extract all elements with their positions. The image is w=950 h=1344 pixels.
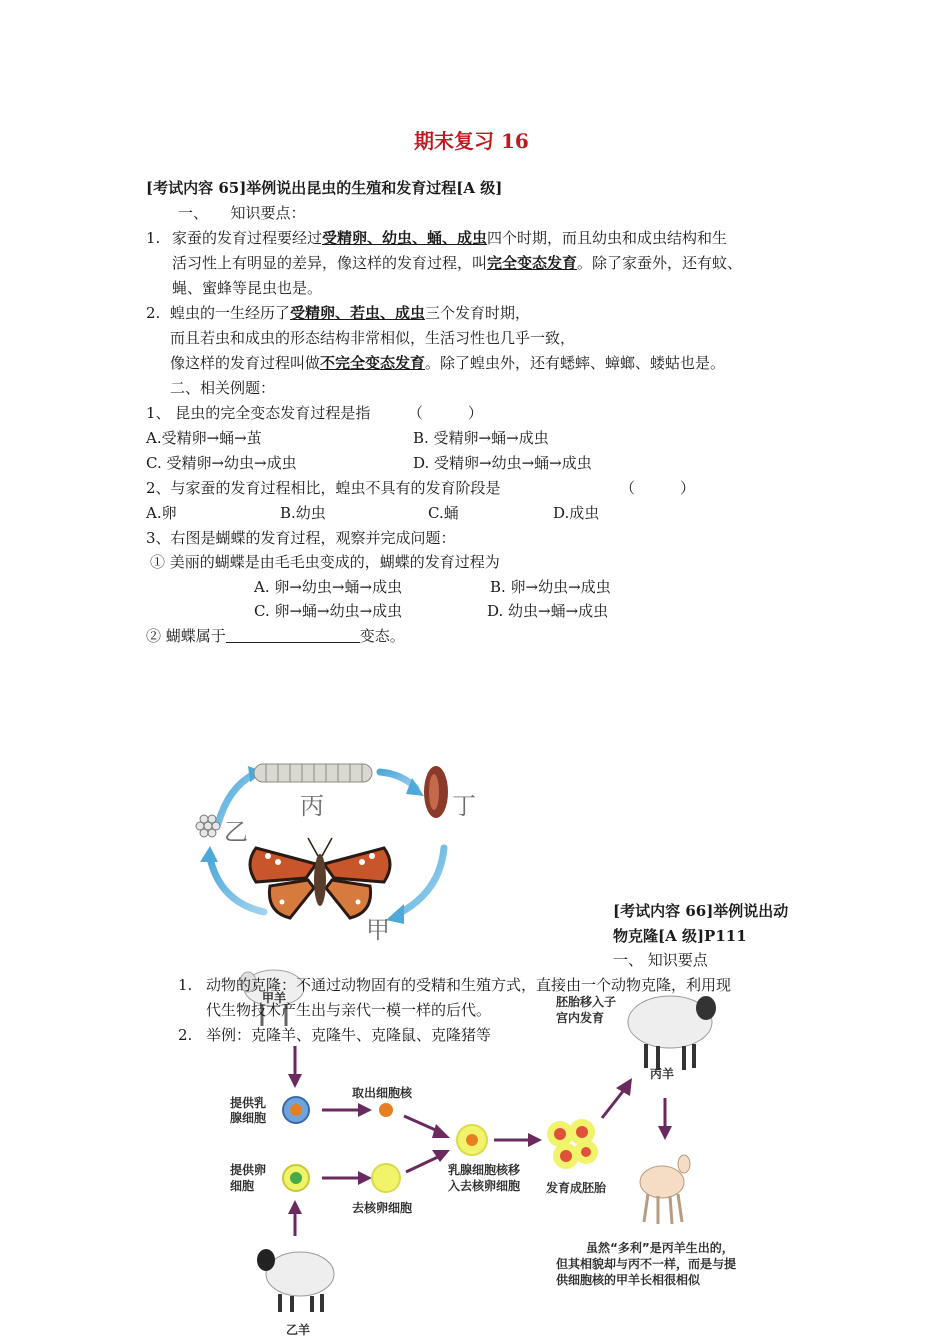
question-2-option-c: C.蛹 (428, 504, 459, 522)
point-1-line-2 (172, 253, 742, 273)
mammary-cell-icon (283, 1097, 309, 1123)
point-1-answer-stages: 受精卵、幼虫、蛹、成虫 (322, 229, 488, 247)
question-3: 3、右图是蝴蝶的发育过程，观察并完成问题： (146, 529, 456, 547)
point-2-line-3 (170, 353, 725, 373)
point-1-line-1 (172, 228, 727, 248)
implant-label-1: 胚胎移入子 (556, 995, 617, 1009)
provide-mammary-label-2: 腺细胞 (230, 1111, 267, 1125)
point-1-text-d: 。除了家蚕外，还有蚊、 (577, 254, 743, 272)
arrow-to-enucleated (322, 1171, 372, 1185)
section-66-header-line-2: 物克隆[A 级]P111 (613, 927, 747, 945)
enucleated-label: 去核卵细胞 (352, 1201, 413, 1215)
jia-sheep-label: 甲羊 (262, 991, 287, 1005)
clone-point-2-text: 举例：克隆羊、克隆牛、克隆鼠、克隆猪等 (206, 1026, 492, 1044)
question-1: 1、 昆虫的完全变态发育过程是指 （ ） (146, 404, 483, 422)
section-65-header: [考试内容 65]举例说出昆虫的生殖和发育过程[A 级] (146, 179, 503, 197)
develop-embryo-label: 发育成胚胎 (546, 1181, 607, 1195)
question-3-option-d: D. 幼虫→蛹→成虫 (487, 602, 609, 620)
eggs-icon (196, 815, 220, 837)
question-2-option-a: A.卵 (146, 504, 177, 522)
label-jia: 甲 (366, 916, 390, 944)
point-2-line-1 (170, 303, 530, 323)
pupa-icon (424, 766, 448, 818)
lamb-icon (640, 1155, 690, 1224)
question-3-option-c: C. 卵→蛹→幼虫→成虫 (254, 602, 403, 620)
point-1-text-b: 四个时期，而且幼虫和成虫结构和生 (487, 229, 728, 247)
enucleated-egg-icon (372, 1164, 400, 1192)
bing-sheep-label: 丙羊 (650, 1067, 675, 1081)
label-yi: 乙 (224, 818, 248, 846)
point-2-answer-incomplete-metamorphosis: 不完全变态发育 (320, 354, 426, 372)
point-1-text-a: 家蚕的发育过程要经过 (172, 229, 323, 247)
cycle-arrow-top-right (380, 772, 424, 796)
butterfly-life-cycle-figure (190, 752, 490, 948)
point-1-text-c: 活习性上有明显的差异，像这样的发育过程，叫 (172, 254, 488, 272)
section-66-points-heading: 一、 知识要点 (613, 951, 708, 969)
nucleus-icon (379, 1103, 393, 1117)
clone-point-1-line-1: 动物的克隆：不通过动物固有的受精和生殖方式，直接由一个动物克隆，利用现 (206, 976, 732, 994)
embryo-icon (547, 1119, 598, 1169)
point-2-text-d: 像这样的发育过程叫做 (170, 354, 321, 372)
provide-egg-label-2: 细胞 (230, 1179, 255, 1193)
point-2-text-a: 蝗虫的一生经历了 (170, 304, 291, 322)
yi-sheep-label: 乙羊 (286, 1323, 311, 1337)
question-2-option-b: B.幼虫 (280, 504, 326, 522)
point-2-text-e: 。除了蝗虫外，还有蟋蟀、蟑螂、蝼蛄也是。 (425, 354, 726, 372)
clone-point-1-number: 1. (178, 976, 193, 994)
question-1-option-b: B. 受精卵→蛹→成虫 (413, 429, 549, 447)
egg-cell-icon (283, 1165, 309, 1191)
note-line-2: 但其相貌却与丙不一样，而是与提 (556, 1257, 737, 1271)
caterpillar-icon (254, 764, 372, 782)
transfer-label-1: 乳腺细胞核移 (448, 1163, 521, 1177)
question-1-option-c: C. 受精卵→幼虫→成虫 (146, 454, 297, 472)
provide-egg-label-1: 提供卵 (230, 1163, 267, 1177)
page-title: 期末复习 16 (414, 129, 529, 153)
clone-point-1-line-2: 代生物技术产生出与亲代一模一样的后代。 (206, 1001, 492, 1019)
point-2-number: 2. (146, 304, 161, 322)
arrow-yi-up (288, 1200, 302, 1236)
arrow-to-nucleus (322, 1103, 372, 1117)
bing-sheep-icon (628, 996, 716, 1070)
point-2-answer-stages: 受精卵、若虫、成虫 (290, 304, 426, 322)
arrow-nucleus-to-fusion (404, 1116, 450, 1138)
clone-point-2-number: 2. (178, 1026, 193, 1044)
provide-mammary-label-1: 提供乳 (230, 1096, 267, 1110)
question-2-option-d: D.成虫 (553, 504, 600, 522)
question-3-part-2-text-a: ② 蝴蝶属于 (146, 627, 226, 645)
question-2: 2、与家蚕的发育过程相比，蝗虫不具有的发育阶段是 (146, 479, 501, 497)
arrow-embryo-to-bing (602, 1078, 632, 1118)
label-ding: 丁 (452, 792, 476, 820)
arrow-enucleated-to-fusion (406, 1150, 450, 1172)
implant-label-2: 宫内发育 (556, 1011, 605, 1025)
arrow-jia-down (288, 1046, 302, 1088)
question-3-part-2 (146, 626, 405, 646)
question-1-option-a: A.受精卵→蛹→茧 (146, 429, 262, 447)
arrow-bing-down (658, 1098, 672, 1140)
answer-blank (226, 627, 360, 643)
cycle-arrow-bottom-right (386, 848, 444, 924)
take-nucleus-label: 取出细胞核 (352, 1086, 413, 1100)
question-3-part-2-text-b: 变态。 (359, 627, 405, 645)
question-2-answer-paren: （ ） (620, 479, 696, 497)
transfer-label-2: 入去核卵细胞 (448, 1179, 521, 1193)
point-2-line-2: 而且若虫和成虫的形态结构非常相似，生活习性也几乎一致， (170, 329, 576, 347)
yi-sheep-icon (257, 1249, 334, 1312)
question-3-part-1: ① 美丽的蝴蝶是由毛毛虫变成的，蝴蝶的发育过程为 (150, 553, 500, 571)
fused-cell-icon (457, 1125, 487, 1155)
question-3-option-a: A. 卵→幼虫→蛹→成虫 (254, 578, 403, 596)
section-65-points-heading: 一、 知识要点： (178, 204, 306, 222)
butterfly-icon (250, 838, 390, 918)
note-line-1: 虽然“多利”是丙羊生出的， (586, 1241, 734, 1255)
point-1-line-3: 蝇、蜜蜂等昆虫也是。 (172, 279, 323, 297)
label-bing: 丙 (300, 792, 324, 820)
question-3-option-b: B. 卵→幼虫→成虫 (490, 578, 611, 596)
point-1-answer-complete-metamorphosis: 完全变态发育 (487, 254, 578, 272)
examples-heading: 二、相关例题： (170, 379, 276, 397)
arrow-to-embryo (494, 1133, 542, 1147)
point-2-text-b: 三个发育时期， (425, 304, 531, 322)
section-66-header-line-1: [考试内容 66]举例说出动 (613, 902, 789, 920)
point-1-number: 1. (146, 229, 161, 247)
note-line-3: 供细胞核的甲羊长相很相似 (556, 1273, 701, 1287)
question-1-option-d: D. 受精卵→幼虫→蛹→成虫 (413, 454, 592, 472)
